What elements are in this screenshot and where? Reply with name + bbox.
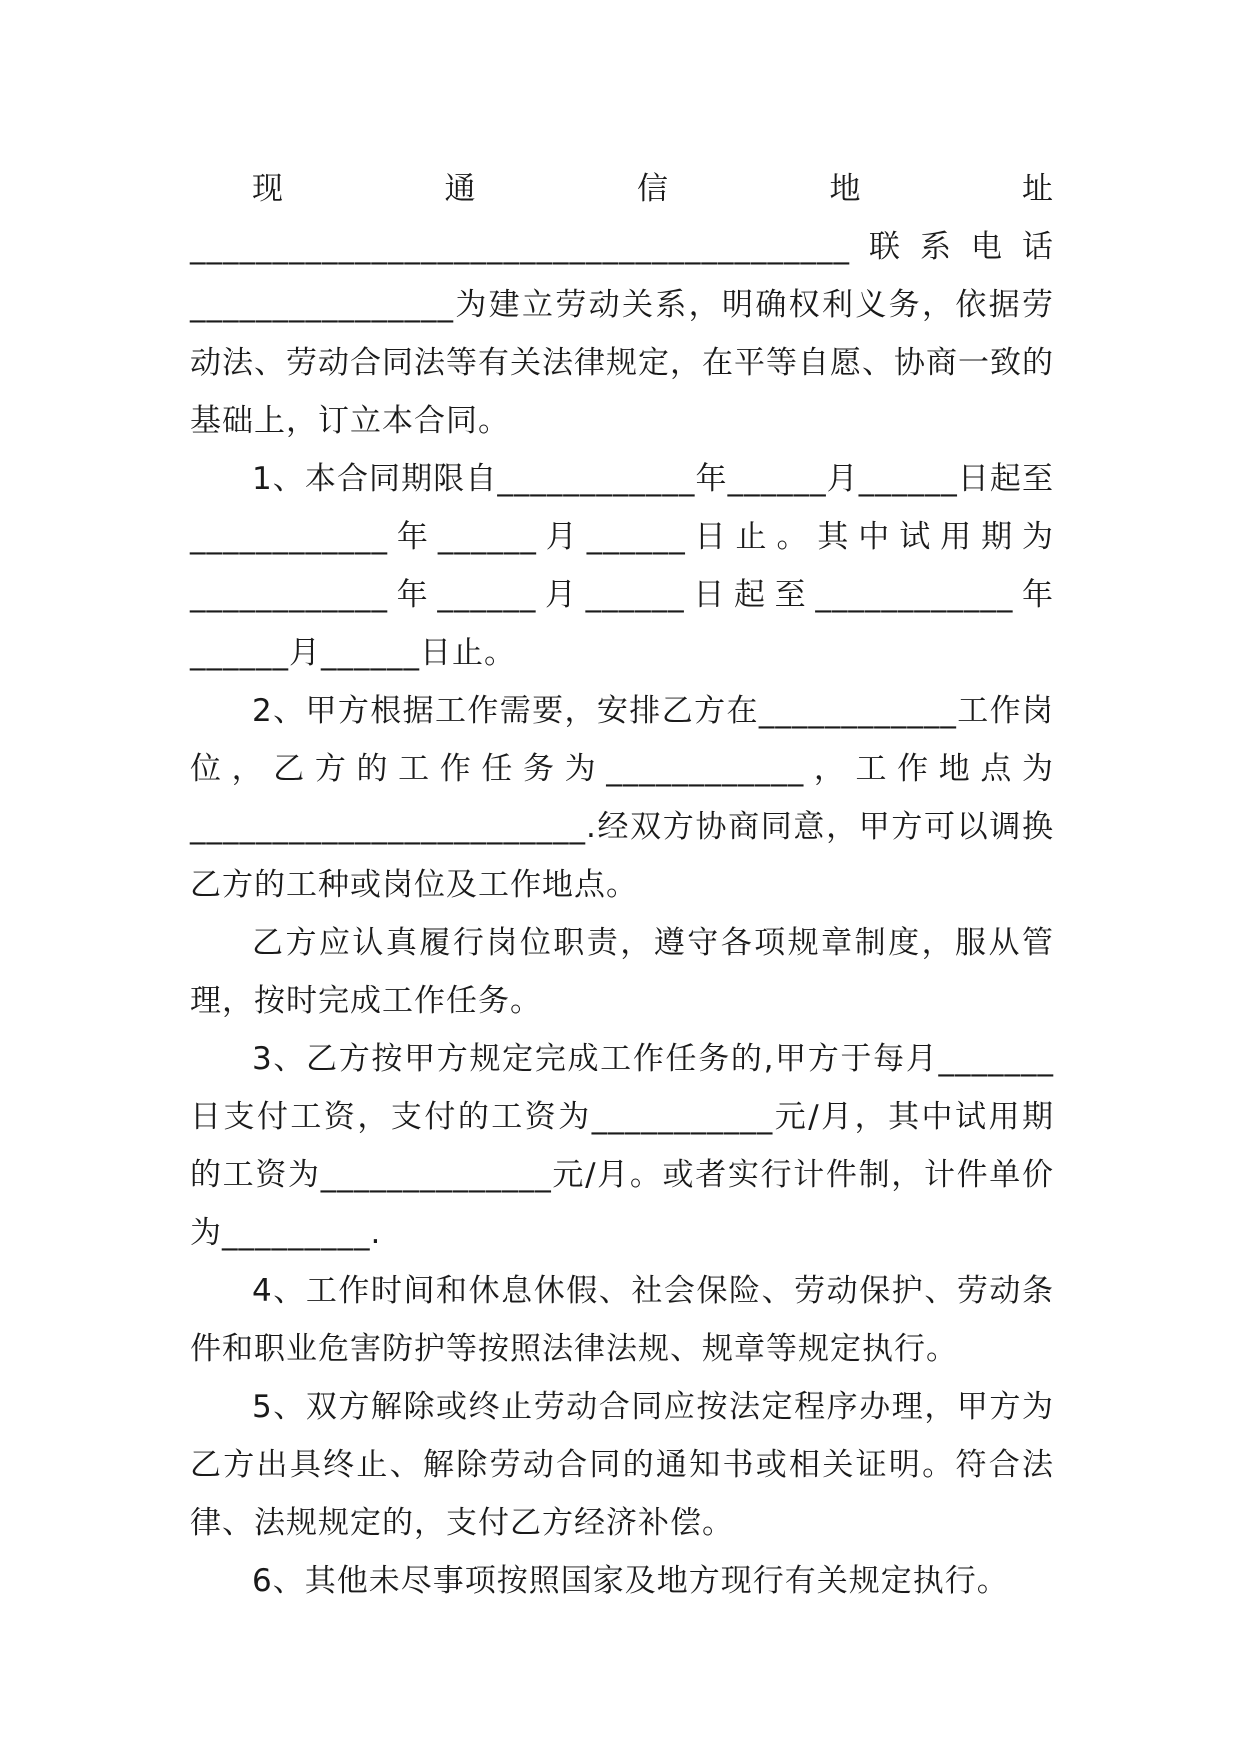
contract-page	[190, 160, 1054, 1610]
paragraph-contact-info: 现通信地址________________________________________联系电话________________为建立劳动关系，明确权利义务，依据劳动法、劳动合同法等有关法律规定，在平等自愿、协商一致的基础上，订立本合同。	[190, 171, 1054, 439]
paragraph-termination: 5、双方解除或终止劳动合同应按法定程序办理，甲方为乙方出具终止、解除劳动合同的通知书或相关证明。符合法律、法规规定的，支付乙方经济补偿。	[190, 1389, 1054, 1541]
paragraph-contract-term: 1、本合同期限自____________年______月______日起至____________年______月______日止。其中试用期为____________年______月______日起至____________年______月______日止。	[190, 461, 1054, 671]
paragraph-job-position: 2、甲方根据工作需要，安排乙方在____________工作岗位，乙方的工作任务为____________，工作地点为________________________.经双方协商同意，甲方可以调换乙方的工种或岗位及工作地点。	[190, 693, 1054, 903]
paragraph-duties: 乙方应认真履行岗位职责，遵守各项规章制度，服从管理，按时完成工作任务。	[190, 925, 1054, 1019]
paragraph-working-hours: 4、工作时间和休息休假、社会保险、劳动保护、劳动条件和职业危害防护等按照法律法规、规章等规定执行。	[190, 1273, 1054, 1367]
paragraph-wages: 3、乙方按甲方规定完成工作任务的,甲方于每月_______日支付工资，支付的工资为___________元/月，其中试用期的工资为______________元/月。或者实行计件制，计件单价为_________.	[190, 1041, 1054, 1251]
paragraph-other-matters: 6、其他未尽事项按照国家及地方现行有关规定执行。	[252, 1563, 1009, 1599]
